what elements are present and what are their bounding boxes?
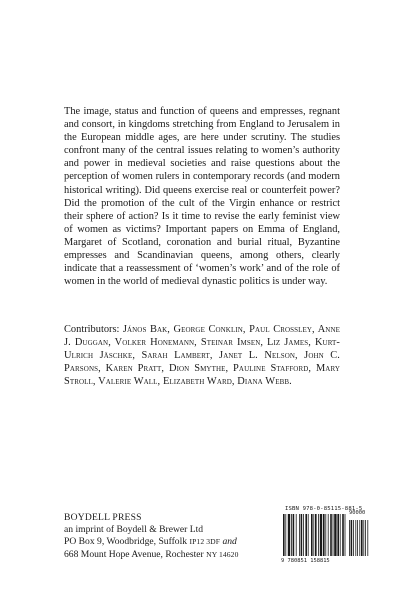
publisher-address-us — [64, 549, 294, 561]
isbn-number: ISBN 978-0-85115-881-5 — [285, 506, 363, 512]
barcode-digits — [281, 510, 375, 564]
address-uk-main: PO Box 9, Woodbridge, Suffolk — [64, 536, 190, 548]
publisher-imprint-block — [64, 512, 294, 561]
isbn-barcode — [281, 506, 375, 568]
publisher-name: BOYDELL PRESS — [64, 512, 142, 523]
address-uk-postcode: IP12 3DF — [189, 537, 221, 547]
barcode-addon-digits: 90000 — [349, 510, 366, 516]
cover-blurb: The image, status and function of queens and empresses, regnant and consort, in kingdoms stretching from England to Jerusalem in the European middle ages, are here under scrutiny. The studies confront many of the central issues relating to women’s authority and power in medieval societies and raise questions about the perception of women rulers in contemporary records (and modern historical writing). Did queens exercise real or counterfeit power? Did the promotion of the cult of the Virgin enhance or restrict their sphere of action? Is it time to revise the early feminist view of women as victims? Important papers on Emma of England, Margaret of Scotland, coronation and burial ritual, Byzantine empresses and Scandinavian queens, among others, clearly indicate that a reassessment of ‘women’s work’ and of the role of women in the world of medieval dynastic politics is under way. — [64, 106, 340, 288]
barcode-main-digits: 9 780851 158815 — [281, 558, 330, 564]
barcode-bars — [281, 514, 375, 558]
address-and: and — [222, 536, 237, 548]
contributors-names: János Bak, George Conklin, Paul Crossley, Anne J. Duggan, Volker Honemann, Steinar Imsen, Liz James, Kurt-Ulrich Jäschke, Sarah Lambert, Janet L. Nelson, John C. Parsons, Karen Pratt, Dion Smythe, Pauline Stafford, Mary Stroll, Valerie Wall, Elizabeth Ward, Diana Webb. — [64, 324, 340, 388]
address-us-main: 668 Mount Hope Avenue, Rochester — [64, 548, 207, 560]
address-us-state: NY 14620 — [206, 549, 239, 559]
publisher-address-uk — [64, 536, 294, 548]
publisher-imprint: an imprint of Boydell & Brewer Ltd — [64, 524, 204, 536]
contributors-paragraph — [64, 323, 340, 388]
contributors-label: Contributors: — [64, 324, 120, 335]
